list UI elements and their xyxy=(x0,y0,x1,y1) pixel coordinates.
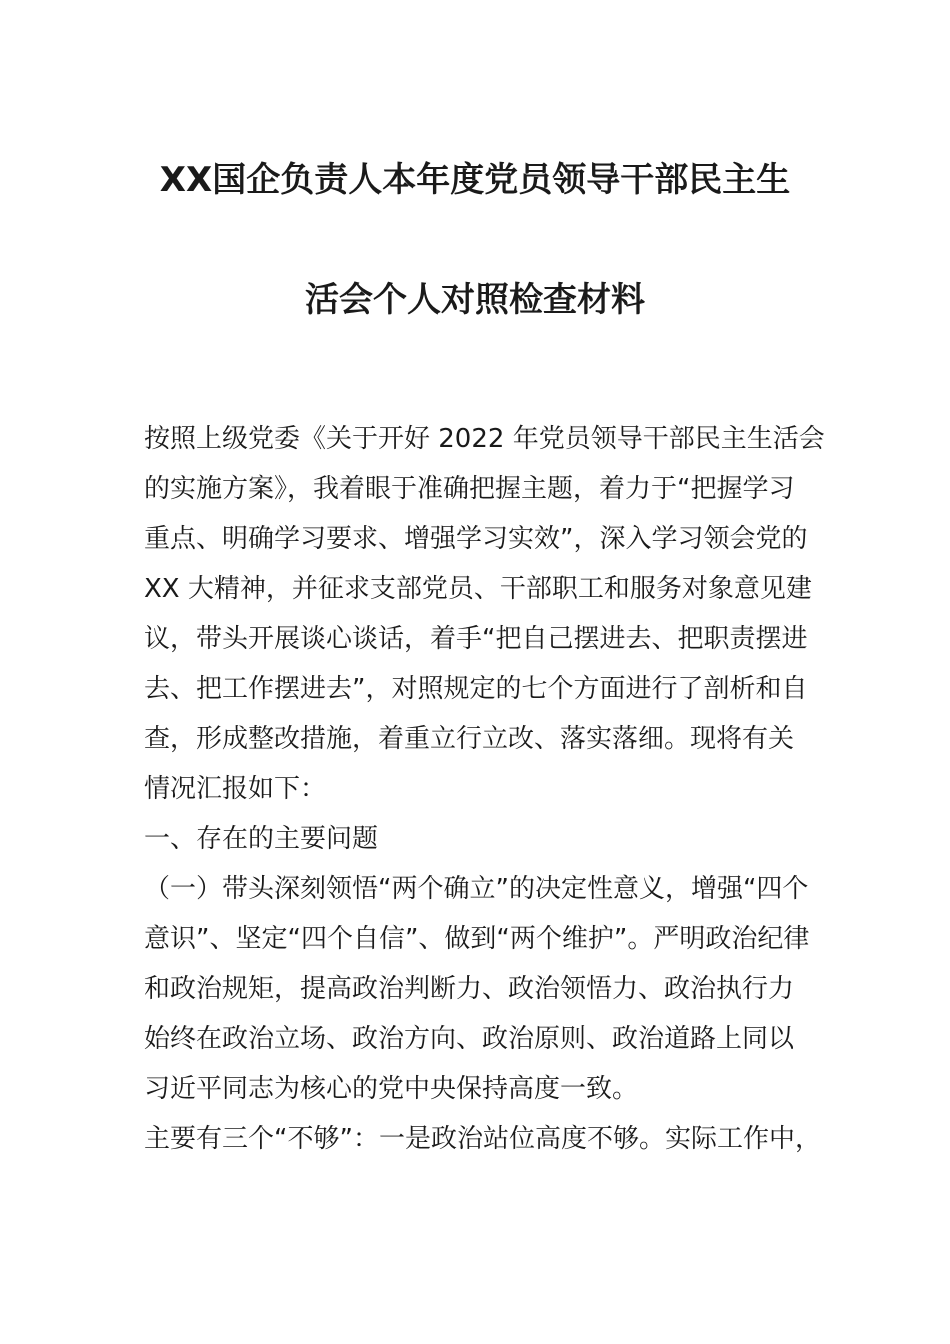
document-title-line-2: 活会个人对照检查材料 xyxy=(305,280,645,320)
body-text-line: 重点、明确学习要求、增强学习实效”，深入学习领会党的 xyxy=(144,524,808,554)
body-text-line: 查，形成整改措施，着重立行立改、落实落细。现将有关 xyxy=(144,724,795,754)
body-text-line: 去、把工作摆进去”，对照规定的七个方面进行了剖析和自 xyxy=(144,674,808,704)
subsection-heading-line: 始终在政治立场、政治方向、政治原则、政治道路上同以 xyxy=(144,1024,795,1054)
body-text-line: 议，带头开展谈心谈话，着手“把自己摆进去、把职责摆进 xyxy=(144,624,808,654)
section-heading: 一、存在的主要问题 xyxy=(144,824,379,854)
document-body xyxy=(144,414,825,1164)
subsection-heading-line: 习近平同志为核心的党中央保持高度一致。 xyxy=(144,1074,639,1104)
body-text-line: 情况汇报如下： xyxy=(144,774,327,804)
body-text-line: 主要有三个“不够”：一是政治站位高度不够。实际工作中， xyxy=(144,1124,821,1154)
subsection-heading-line: （一）带头深刻领悟“两个确立”的决定性意义，增强“四个 xyxy=(144,874,809,904)
document-title-line-1: XX国企负责人本年度党员领导干部民主生 xyxy=(159,160,791,200)
subsection-heading-line: 和政治规矩，提高政治判断力、政治领悟力、政治执行力 xyxy=(144,974,795,1004)
subsection-heading-line: 意识”、坚定“四个自信”、做到“两个维护”。严明政治纪律 xyxy=(144,924,810,954)
body-text-line: XX 大精神，并征求支部党员、干部职工和服务对象意见建 xyxy=(144,574,812,604)
body-text-line: 按照上级党委《关于开好 2022 年党员领导干部民主生活会 xyxy=(144,424,825,454)
body-text-line: 的实施方案》，我着眼于准确把握主题，着力于“把握学习 xyxy=(144,474,795,504)
